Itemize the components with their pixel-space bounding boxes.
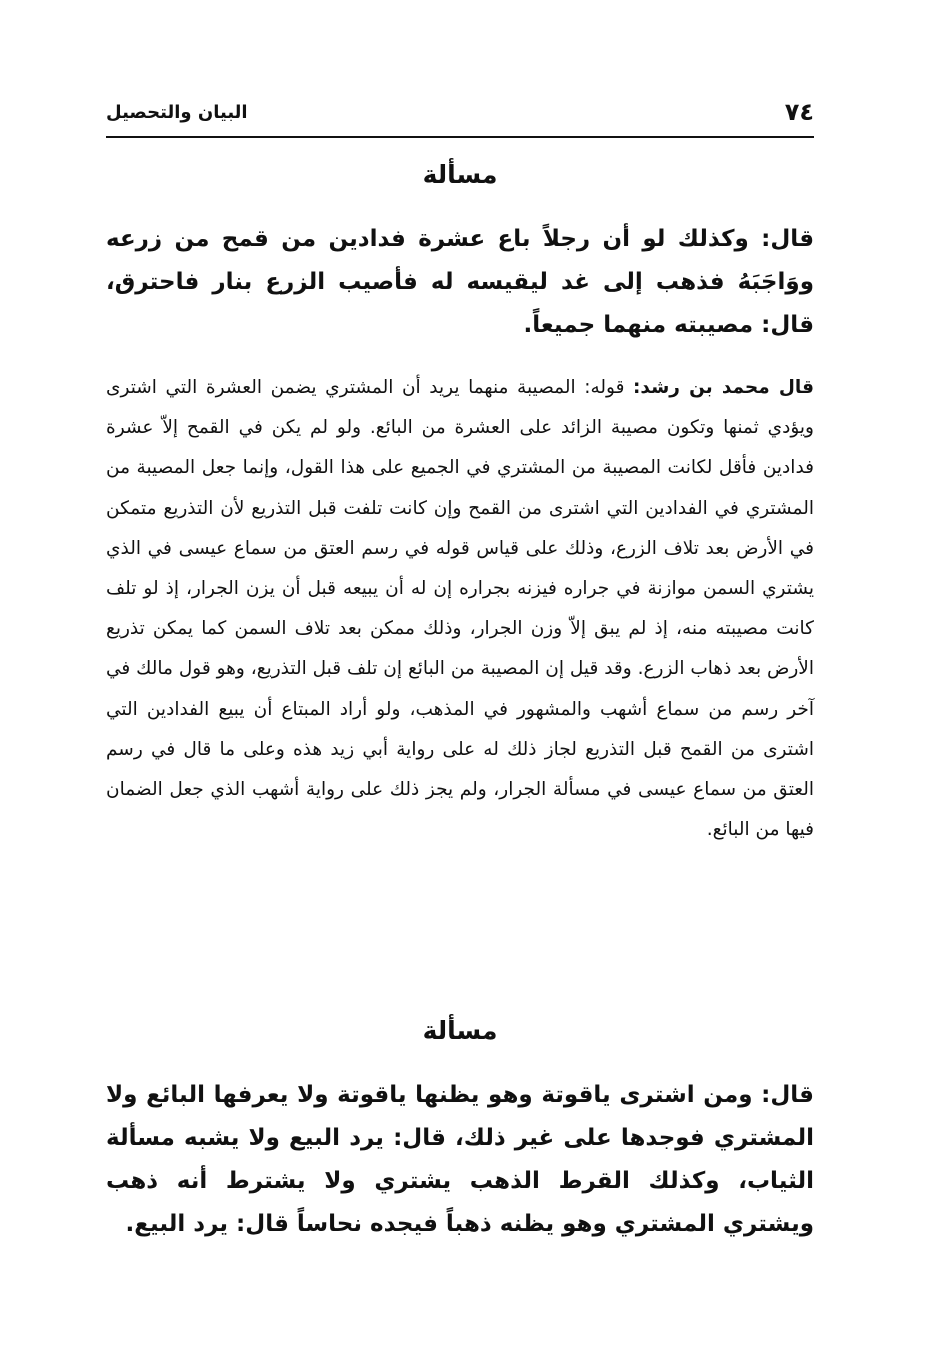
section-1-text (106, 218, 814, 347)
commentary (106, 368, 814, 850)
section-2-paragraph: قال: ومن اشترى ياقوتة وهو يظنها ياقوتة ولا يعرفها البائع ولا المشتري فوجدها على غير ذلك، قال: يرد البيع ولا يشبه مسألة الثياب، وكذلك القرط الذهب يشتري ولا يشترط أنه ذهب ويشتري المشتري وهو يظنه ذهباً فيجده نحاساً قال: يرد البيع. (106, 1082, 814, 1237)
commentary-lead: قال محمد بن رشد: (633, 377, 814, 398)
section-heading-1: مسألة (422, 160, 498, 189)
running-title: البيان والتحصيل (106, 102, 248, 123)
section-1-paragraph: قال: وكذلك لو أن رجلاً باع عشرة فدادين من قمح من زرعه ووَاجَبَهُ فذهب إلى غد ليقيسه له فأصيب الزرع بنار فاحترق، قال: مصيبته منهما جميعاً. (106, 226, 814, 338)
page-header (106, 96, 814, 138)
commentary-paragraph (106, 368, 814, 850)
section-heading-2: مسألة (422, 1016, 498, 1045)
section-2-text (106, 1074, 814, 1246)
page-number: ٧٤ (784, 98, 814, 126)
commentary-body: قوله: المصيبة منهما يريد أن المشتري يضمن العشرة التي اشترى ويؤدي ثمنها وتكون مصيبة الزائد على العشرة من البائع. ولو لم يكن في القمح إلاّ عشرة فدادين فأقل لكانت المصيبة من المشتري في الجميع على هذا القول، وإنما جعل المصيبة من المشتري في الفدادين التي اشترى من القمح وإن كانت تلفت قبل التذريع لأن التذريع متمكن في الأرض بعد تلاف الزرع، وذلك على قياس قوله في رسم العتق من سماع عيسى في الذي يشتري السمن موازنة في جراره فيزنه بجراره إن له أن يبيعه قبل أن يزن الجرار، إذ لو تلف كانت مصيبته منه، إذ لم يبق إلاّ وزن الجرار، وذلك ممكن بعد تلاف السمن كما يمكن تذريع الأرض بعد ذهاب الزرع. وقد قيل إن المصيبة من البائع إن تلف قبل التذريع، وهو قول مالك في آخر رسم من سماع أشهب والمشهور في المذهب، ولو أراد المبتاع أن يبيع الفدادين التي اشترى من القمح قبل التذريع لجاز ذلك له على رواية أبي زيد هذه وعلى ما قال في رسم العتق من سماع عيسى في مسألة الجرار، ولم يجز ذلك على رواية أشهب الذي جعل الضمان فيها من البائع. (106, 377, 814, 841)
